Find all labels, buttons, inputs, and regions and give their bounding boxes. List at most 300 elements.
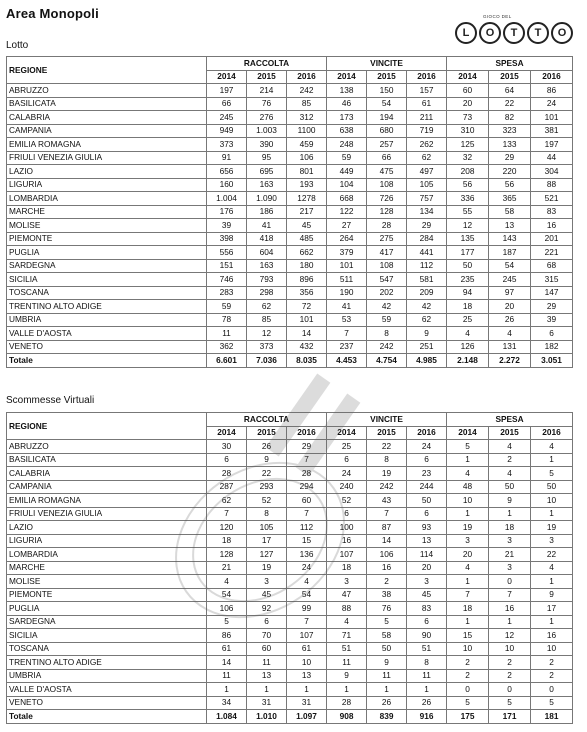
- region-name: PUGLIA: [7, 602, 207, 616]
- group-header-vincite: VINCITE: [327, 57, 447, 71]
- value-cell: 604: [247, 246, 287, 260]
- value-cell: 22: [531, 548, 573, 562]
- value-cell: 18: [489, 521, 531, 535]
- value-cell: 214: [247, 84, 287, 98]
- value-cell: 1: [407, 683, 447, 697]
- value-cell: 13: [489, 219, 531, 233]
- total-value: 4.453: [327, 354, 367, 368]
- value-cell: 45: [287, 219, 327, 233]
- value-cell: 217: [287, 205, 327, 219]
- year-header: 2015: [489, 426, 531, 440]
- value-cell: 1: [531, 453, 573, 467]
- table-row: [7, 615, 573, 629]
- value-cell: 24: [327, 467, 367, 481]
- value-cell: 220: [489, 165, 531, 179]
- group-header-raccolta: RACCOLTA: [207, 57, 327, 71]
- value-cell: 2: [447, 669, 489, 683]
- value-cell: 136: [287, 548, 327, 562]
- value-cell: 441: [407, 246, 447, 260]
- value-cell: 97: [489, 286, 531, 300]
- value-cell: 2: [531, 669, 573, 683]
- value-cell: 176: [207, 205, 247, 219]
- total-value: 1.010: [247, 710, 287, 724]
- value-cell: 1: [447, 507, 489, 521]
- table-row: [7, 97, 573, 111]
- value-cell: 182: [531, 340, 573, 354]
- value-cell: 1: [531, 615, 573, 629]
- value-cell: 54: [287, 588, 327, 602]
- value-cell: 5: [531, 467, 573, 481]
- table-row: [7, 669, 573, 683]
- value-cell: 356: [287, 286, 327, 300]
- value-cell: 26: [489, 313, 531, 327]
- year-header: 2014: [327, 70, 367, 84]
- value-cell: 4: [489, 467, 531, 481]
- value-cell: 12: [489, 629, 531, 643]
- total-value: 839: [367, 710, 407, 724]
- table-row: [7, 548, 573, 562]
- value-cell: 4: [287, 575, 327, 589]
- value-cell: 4: [531, 440, 573, 454]
- region-name: UMBRIA: [7, 669, 207, 683]
- value-cell: 16: [531, 629, 573, 643]
- value-cell: 34: [207, 696, 247, 710]
- value-cell: 16: [531, 219, 573, 233]
- value-cell: 5: [447, 696, 489, 710]
- value-cell: 26: [407, 696, 447, 710]
- table-row: [7, 683, 573, 697]
- table-row: [7, 467, 573, 481]
- value-cell: 6: [327, 453, 367, 467]
- value-cell: 104: [327, 178, 367, 192]
- value-cell: 211: [407, 111, 447, 125]
- value-cell: 19: [531, 521, 573, 535]
- value-cell: 106: [287, 151, 327, 165]
- value-cell: 8: [247, 507, 287, 521]
- value-cell: 0: [489, 683, 531, 697]
- value-cell: 262: [407, 138, 447, 152]
- value-cell: 72: [287, 300, 327, 314]
- group-header-raccolta: RACCOLTA: [207, 413, 327, 427]
- value-cell: 99: [287, 602, 327, 616]
- group-header-spesa: SPESA: [447, 413, 573, 427]
- value-cell: 21: [207, 561, 247, 575]
- value-cell: 24: [287, 561, 327, 575]
- value-cell: 695: [247, 165, 287, 179]
- total-value: 7.036: [247, 354, 287, 368]
- value-cell: 61: [407, 97, 447, 111]
- region-name: MOLISE: [7, 575, 207, 589]
- table-row: [7, 219, 573, 233]
- value-cell: 180: [287, 259, 327, 273]
- region-name: ABRUZZO: [7, 440, 207, 454]
- logo-ball: T: [527, 22, 549, 44]
- value-cell: 5: [447, 440, 489, 454]
- value-cell: 4: [489, 440, 531, 454]
- section-label-scommesse: Scommesse Virtuali: [6, 395, 95, 406]
- value-cell: 11: [207, 327, 247, 341]
- value-cell: 379: [327, 246, 367, 260]
- table-row: [7, 480, 573, 494]
- value-cell: 556: [207, 246, 247, 260]
- value-cell: 18: [327, 561, 367, 575]
- logo-ball: O: [479, 22, 501, 44]
- value-cell: 257: [367, 138, 407, 152]
- value-cell: 55: [447, 205, 489, 219]
- total-value: 3.051: [531, 354, 573, 368]
- value-cell: 120: [207, 521, 247, 535]
- value-cell: 475: [367, 165, 407, 179]
- value-cell: 106: [367, 548, 407, 562]
- value-cell: 128: [207, 548, 247, 562]
- value-cell: 242: [287, 84, 327, 98]
- page-title: Area Monopoli: [6, 6, 99, 21]
- value-cell: 150: [367, 84, 407, 98]
- value-cell: 71: [327, 629, 367, 643]
- value-cell: 1: [367, 683, 407, 697]
- value-cell: 2: [367, 575, 407, 589]
- region-name: TOSCANA: [7, 642, 207, 656]
- total-value: 916: [407, 710, 447, 724]
- value-cell: 362: [207, 340, 247, 354]
- value-cell: 8: [367, 453, 407, 467]
- value-cell: 497: [407, 165, 447, 179]
- value-cell: 32: [447, 151, 489, 165]
- value-cell: 54: [489, 259, 531, 273]
- value-cell: 31: [287, 696, 327, 710]
- value-cell: 1: [447, 615, 489, 629]
- value-cell: 94: [447, 286, 489, 300]
- value-cell: 61: [287, 642, 327, 656]
- value-cell: 251: [407, 340, 447, 354]
- table-row: [7, 561, 573, 575]
- value-cell: 20: [447, 97, 489, 111]
- value-cell: 9: [531, 588, 573, 602]
- value-cell: 312: [287, 111, 327, 125]
- value-cell: 59: [207, 300, 247, 314]
- value-cell: 19: [247, 561, 287, 575]
- value-cell: 11: [207, 669, 247, 683]
- year-header: 2016: [407, 426, 447, 440]
- value-cell: 581: [407, 273, 447, 287]
- year-header: 2016: [531, 70, 573, 84]
- value-cell: 29: [407, 219, 447, 233]
- value-cell: 28: [287, 467, 327, 481]
- value-cell: 6: [407, 615, 447, 629]
- value-cell: 4: [531, 561, 573, 575]
- value-cell: 10: [531, 642, 573, 656]
- region-name: TRENTINO ALTO ADIGE: [7, 656, 207, 670]
- value-cell: 1: [531, 507, 573, 521]
- value-cell: 101: [287, 313, 327, 327]
- value-cell: 547: [367, 273, 407, 287]
- value-cell: 13: [247, 669, 287, 683]
- value-cell: 310: [447, 124, 489, 138]
- table-row: [7, 521, 573, 535]
- value-cell: 4: [207, 575, 247, 589]
- total-value: 2.272: [489, 354, 531, 368]
- region-name: EMILIA ROMAGNA: [7, 138, 207, 152]
- value-cell: 28: [367, 219, 407, 233]
- table-row: [7, 340, 573, 354]
- value-cell: 76: [247, 97, 287, 111]
- value-cell: 22: [247, 467, 287, 481]
- value-cell: 91: [207, 151, 247, 165]
- total-value: 171: [489, 710, 531, 724]
- value-cell: 315: [531, 273, 573, 287]
- value-cell: 3: [327, 575, 367, 589]
- value-cell: 237: [327, 340, 367, 354]
- table-row: [7, 259, 573, 273]
- value-cell: 14: [367, 534, 407, 548]
- value-cell: 147: [531, 286, 573, 300]
- value-cell: 1.004: [207, 192, 247, 206]
- year-header: 2016: [287, 426, 327, 440]
- table-row: [7, 192, 573, 206]
- region-name: SICILIA: [7, 629, 207, 643]
- value-cell: 1: [447, 453, 489, 467]
- value-cell: 3: [407, 575, 447, 589]
- value-cell: 151: [207, 259, 247, 273]
- table-row: [7, 534, 573, 548]
- value-cell: 1: [489, 615, 531, 629]
- value-cell: 5: [531, 696, 573, 710]
- value-cell: 21: [489, 548, 531, 562]
- value-cell: 56: [489, 178, 531, 192]
- region-name: VALLE D'AOSTA: [7, 327, 207, 341]
- value-cell: 284: [407, 232, 447, 246]
- value-cell: 131: [489, 340, 531, 354]
- value-cell: 12: [247, 327, 287, 341]
- value-cell: 108: [367, 259, 407, 273]
- region-name: SARDEGNA: [7, 259, 207, 273]
- value-cell: 9: [247, 453, 287, 467]
- value-cell: 6: [327, 507, 367, 521]
- value-cell: 24: [407, 440, 447, 454]
- value-cell: 163: [247, 178, 287, 192]
- region-name: PIEMONTE: [7, 232, 207, 246]
- value-cell: 127: [247, 548, 287, 562]
- value-cell: 20: [407, 561, 447, 575]
- value-cell: 7: [327, 327, 367, 341]
- value-cell: 6: [407, 453, 447, 467]
- value-cell: 16: [367, 561, 407, 575]
- value-cell: 48: [447, 480, 489, 494]
- value-cell: 7: [367, 507, 407, 521]
- value-cell: 197: [531, 138, 573, 152]
- value-cell: 50: [407, 494, 447, 508]
- value-cell: 39: [531, 313, 573, 327]
- value-cell: 287: [207, 480, 247, 494]
- total-value: 4.985: [407, 354, 447, 368]
- value-cell: 2: [489, 656, 531, 670]
- value-cell: 3: [531, 534, 573, 548]
- value-cell: 14: [287, 327, 327, 341]
- value-cell: 82: [489, 111, 531, 125]
- value-cell: 86: [531, 84, 573, 98]
- value-cell: 19: [447, 521, 489, 535]
- value-cell: 9: [367, 656, 407, 670]
- value-cell: 2: [489, 453, 531, 467]
- value-cell: 293: [247, 480, 287, 494]
- value-cell: 235: [447, 273, 489, 287]
- value-cell: 43: [367, 494, 407, 508]
- value-cell: 187: [489, 246, 531, 260]
- value-cell: 51: [407, 642, 447, 656]
- value-cell: 160: [207, 178, 247, 192]
- table-row: [7, 642, 573, 656]
- value-cell: 11: [367, 669, 407, 683]
- value-cell: 4: [447, 467, 489, 481]
- value-cell: 51: [327, 642, 367, 656]
- value-cell: 10: [531, 494, 573, 508]
- value-cell: 47: [327, 588, 367, 602]
- value-cell: 10: [489, 642, 531, 656]
- value-cell: 2: [447, 656, 489, 670]
- value-cell: 64: [489, 84, 531, 98]
- value-cell: 62: [407, 313, 447, 327]
- value-cell: 18: [447, 602, 489, 616]
- table-row: [7, 440, 573, 454]
- value-cell: 53: [327, 313, 367, 327]
- value-cell: 4: [489, 327, 531, 341]
- value-cell: 62: [247, 300, 287, 314]
- value-cell: 3: [447, 534, 489, 548]
- value-cell: 58: [367, 629, 407, 643]
- value-cell: 52: [327, 494, 367, 508]
- value-cell: 6: [247, 615, 287, 629]
- total-value: 2.148: [447, 354, 489, 368]
- value-cell: 112: [287, 521, 327, 535]
- value-cell: 221: [531, 246, 573, 260]
- region-name: BASILICATA: [7, 453, 207, 467]
- scommesse-virtuali-table: [6, 412, 573, 724]
- region-name: FRIULI VENEZIA GIULIA: [7, 151, 207, 165]
- value-cell: 23: [407, 467, 447, 481]
- value-cell: 114: [407, 548, 447, 562]
- value-cell: 3: [489, 534, 531, 548]
- region-name: PIEMONTE: [7, 588, 207, 602]
- header-row-groups: [7, 57, 573, 71]
- value-cell: 244: [407, 480, 447, 494]
- value-cell: 6: [407, 507, 447, 521]
- region-name: SARDEGNA: [7, 615, 207, 629]
- table-row: [7, 602, 573, 616]
- value-cell: 60: [447, 84, 489, 98]
- year-header: 2014: [207, 70, 247, 84]
- value-cell: 88: [327, 602, 367, 616]
- value-cell: 668: [327, 192, 367, 206]
- region-name: CALABRIA: [7, 467, 207, 481]
- region-name: CAMPANIA: [7, 124, 207, 138]
- value-cell: 1: [447, 575, 489, 589]
- value-cell: 27: [327, 219, 367, 233]
- value-cell: 11: [247, 656, 287, 670]
- value-cell: 26: [367, 696, 407, 710]
- value-cell: 22: [489, 97, 531, 111]
- value-cell: 5: [207, 615, 247, 629]
- value-cell: 16: [327, 534, 367, 548]
- total-value: 1.084: [207, 710, 247, 724]
- total-value: 175: [447, 710, 489, 724]
- value-cell: 42: [407, 300, 447, 314]
- region-name: PUGLIA: [7, 246, 207, 260]
- total-value: 6.601: [207, 354, 247, 368]
- region-name: FRIULI VENEZIA GIULIA: [7, 507, 207, 521]
- region-name: MARCHE: [7, 561, 207, 575]
- value-cell: 3: [247, 575, 287, 589]
- value-cell: 336: [447, 192, 489, 206]
- value-cell: 54: [367, 97, 407, 111]
- value-cell: 521: [531, 192, 573, 206]
- value-cell: 68: [531, 259, 573, 273]
- value-cell: 19: [367, 467, 407, 481]
- value-cell: 25: [327, 440, 367, 454]
- value-cell: 60: [287, 494, 327, 508]
- total-label: Totale: [7, 354, 207, 368]
- value-cell: 45: [247, 588, 287, 602]
- total-value: 4.754: [367, 354, 407, 368]
- value-cell: 896: [287, 273, 327, 287]
- value-cell: 5: [367, 615, 407, 629]
- value-cell: 122: [327, 205, 367, 219]
- value-cell: 128: [367, 205, 407, 219]
- value-cell: 793: [247, 273, 287, 287]
- value-cell: 29: [489, 151, 531, 165]
- value-cell: 719: [407, 124, 447, 138]
- value-cell: 126: [447, 340, 489, 354]
- region-name: ABRUZZO: [7, 84, 207, 98]
- value-cell: 101: [531, 111, 573, 125]
- value-cell: 24: [531, 97, 573, 111]
- value-cell: 83: [531, 205, 573, 219]
- value-cell: 1: [287, 683, 327, 697]
- value-cell: 107: [327, 548, 367, 562]
- value-cell: 90: [407, 629, 447, 643]
- table-row: [7, 246, 573, 260]
- value-cell: 638: [327, 124, 367, 138]
- table-row: [7, 696, 573, 710]
- value-cell: 16: [489, 602, 531, 616]
- value-cell: 1100: [287, 124, 327, 138]
- value-cell: 304: [531, 165, 573, 179]
- total-row: [7, 354, 573, 368]
- value-cell: 0: [489, 575, 531, 589]
- region-name: LIGURIA: [7, 178, 207, 192]
- value-cell: 7: [489, 588, 531, 602]
- total-value: 181: [531, 710, 573, 724]
- value-cell: 95: [247, 151, 287, 165]
- value-cell: 10: [447, 642, 489, 656]
- value-cell: 39: [207, 219, 247, 233]
- value-cell: 190: [327, 286, 367, 300]
- value-cell: 201: [531, 232, 573, 246]
- value-cell: 52: [247, 494, 287, 508]
- value-cell: 373: [247, 340, 287, 354]
- year-header: 2014: [327, 426, 367, 440]
- value-cell: 1: [489, 507, 531, 521]
- region-name: UMBRIA: [7, 313, 207, 327]
- value-cell: 42: [367, 300, 407, 314]
- value-cell: 93: [407, 521, 447, 535]
- region-name: LOMBARDIA: [7, 192, 207, 206]
- table-row: [7, 588, 573, 602]
- table-row: [7, 151, 573, 165]
- value-cell: 240: [327, 480, 367, 494]
- table-row: [7, 629, 573, 643]
- value-cell: 276: [247, 111, 287, 125]
- region-name: CAMPANIA: [7, 480, 207, 494]
